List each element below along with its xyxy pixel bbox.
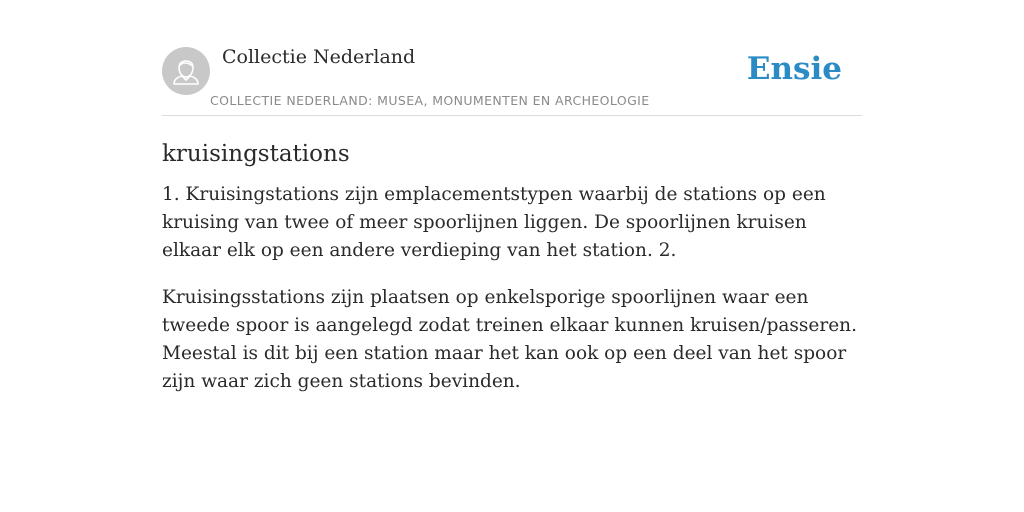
author-subtitle[interactable]: COLLECTIE NEDERLAND: MUSEA, MONUMENTEN EN ARCHEOLOGIE <box>210 93 650 108</box>
author-avatar[interactable] <box>162 47 210 95</box>
ensie-logo[interactable]: Ensie <box>746 51 842 87</box>
author-name[interactable]: Collectie Nederland <box>222 46 416 68</box>
entry-title: kruisingstations <box>162 141 350 167</box>
entry-paragraph-2: Kruisingsstations zijn plaatsen op enkelsporige spoorlijnen waar een tweede spoor is aangelegd zodat treinen elkaar kunnen kruisen/passeren. Meestal is dit bij een station maar het kan ook op een deel van het spoor zijn waar zich geen stations bevinden. <box>162 287 857 392</box>
entry-paragraph-1: 1. Kruisingstations zijn emplacementstypen waarbij de stations op een kruising van twee of meer spoorlijnen liggen. De spoorlijnen kruisen elkaar elk op een andere verdieping van het station. 2. <box>162 184 826 261</box>
user-silhouette-icon <box>162 47 210 95</box>
entry-card <box>162 40 862 396</box>
entry-header <box>162 40 862 116</box>
